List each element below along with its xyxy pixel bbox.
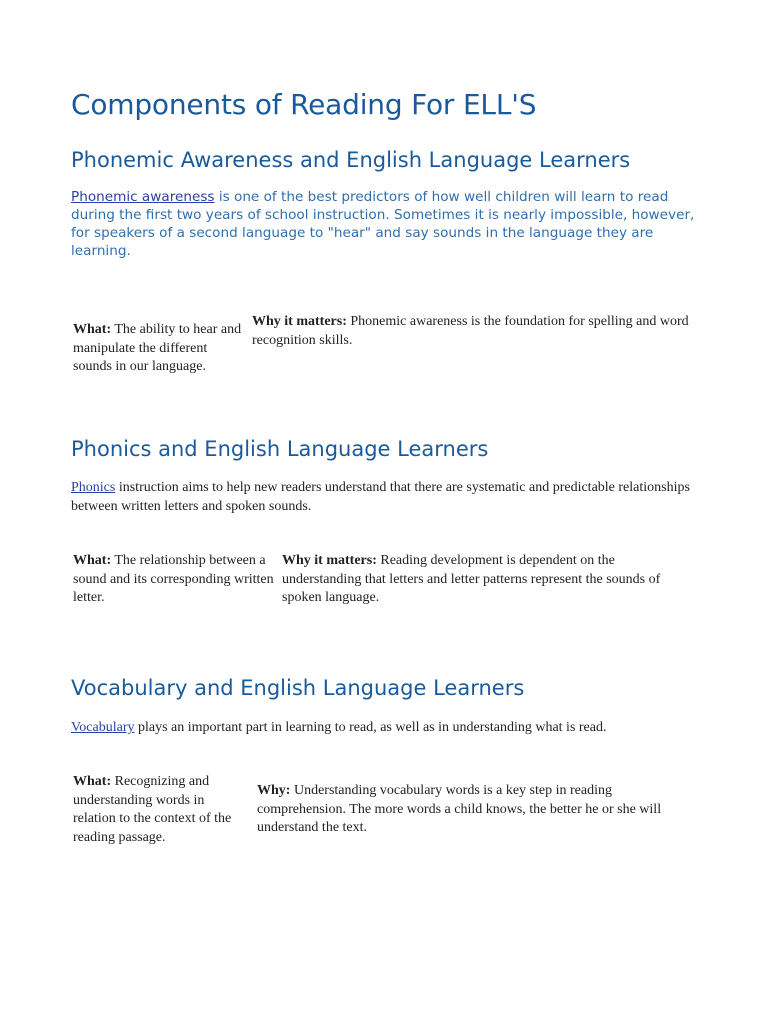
section-intro-phonics [71,478,711,516]
what-cell-vocabulary [73,773,250,847]
why-label: Why it matters: [252,314,347,329]
section-intro-vocabulary [71,718,711,737]
intro-text: plays an important part in learning to read, as well as in understanding what is read. [134,720,607,735]
why-text: Phonemic awareness is the foundation for spelling and word recognition skills. [252,314,689,348]
phonemic-awareness-link[interactable]: Phonemic awareness [71,189,215,205]
why-cell-phonemic-awareness [252,313,697,350]
why-label: Why it matters: [282,553,377,568]
what-text: The relationship between a sound and its corresponding written letter. [73,553,274,605]
why-label: Why: [257,783,291,798]
section-heading-phonics: Phonics and English Language Learners [71,437,489,461]
vocabulary-link[interactable]: Vocabulary [71,720,135,735]
what-text: The ability to hear and manipulate the different sounds in our language. [73,322,242,374]
page-title: Components of Reading For ELL'S [71,88,537,121]
why-text: Understanding vocabulary words is a key step in reading comprehension. The more words a child knows, the better he or she will understand the text. [257,783,662,835]
what-label: What: [73,322,112,337]
section-intro-phonemic-awareness [71,188,711,260]
intro-text: is one of the best predictors of how well children will learn to read during the first two years of school instruction. Sometimes it is nearly impossible, however, for speakers of a second language to "hear" and say sounds in the language they are learning. [71,189,695,259]
intro-text: instruction aims to help new readers understand that there are systematic and predictable relationships between written letters and spoken sounds. [71,480,690,514]
what-label: What: [73,774,112,789]
what-cell-phonemic-awareness [73,321,248,377]
what-text: Recognizing and understanding words in relation to the context of the reading passage. [73,774,232,845]
section-heading-phonemic-awareness: Phonemic Awareness and English Language Learners [71,148,631,172]
why-cell-vocabulary [257,782,697,838]
section-heading-vocabulary: Vocabulary and English Language Learners [71,676,525,700]
why-cell-phonics [282,552,697,608]
why-text: Reading development is dependent on the understanding that letters and letter patterns represent the sounds of spoken language. [282,553,661,605]
what-cell-phonics [73,552,276,608]
phonics-link[interactable]: Phonics [71,480,116,495]
what-label: What: [73,553,112,568]
